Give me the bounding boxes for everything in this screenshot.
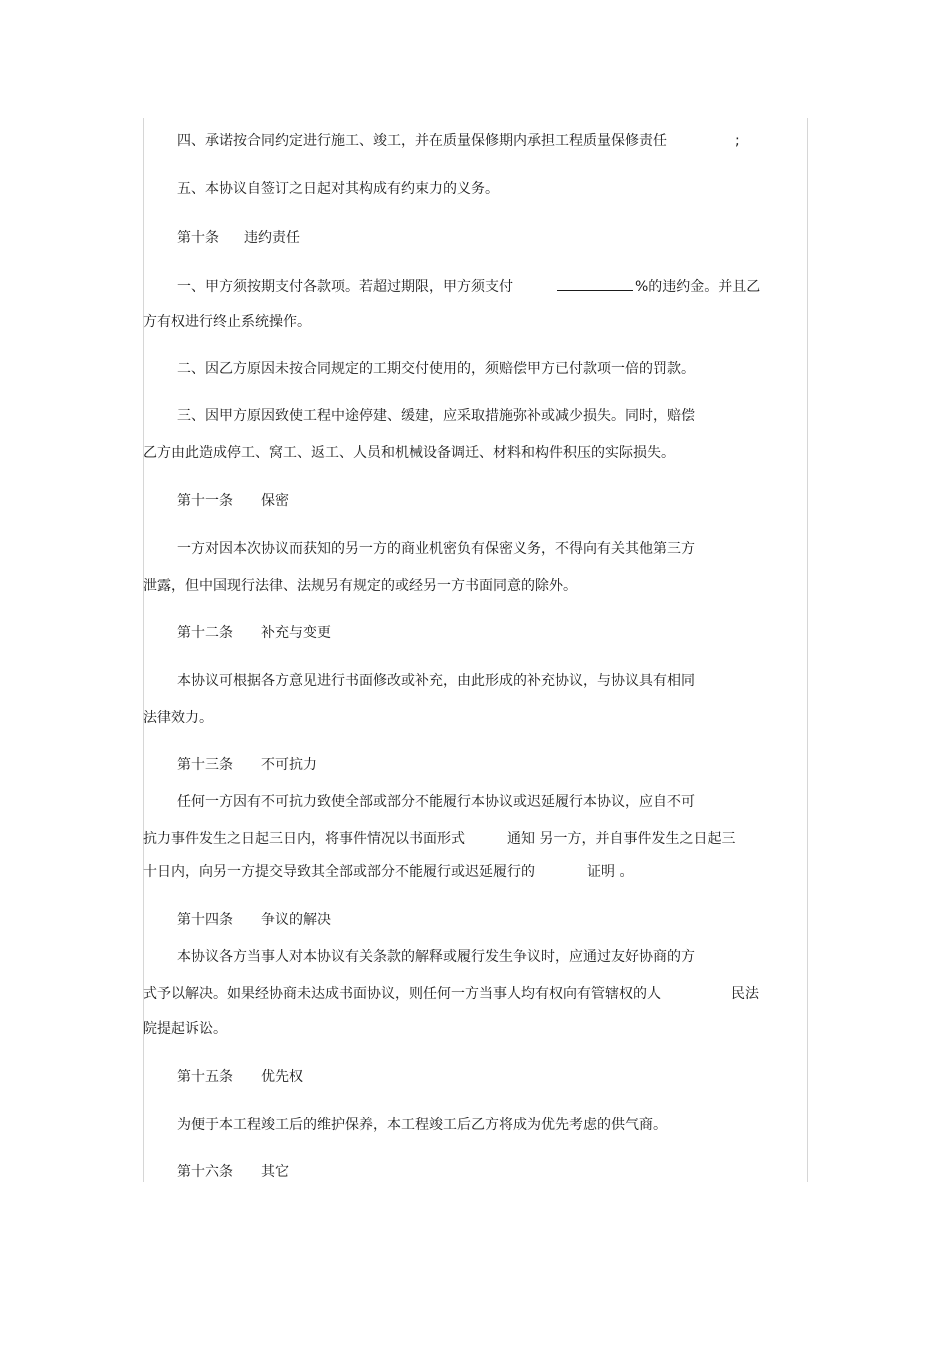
clause-16-number: 第十六条	[177, 1164, 233, 1180]
clause-11-text-line-1: 一方对因本次协议而获知的另一方的商业机密负有保密义务，不得向有关其他第三方	[177, 541, 695, 557]
clause-15-text: 为便于本工程竣工后的维护保养，本工程竣工后乙方将成为优先考虑的供气商。	[177, 1117, 667, 1133]
clause-13-text-line-1: 任何一方因有不可抗力致使全部或部分不能履行本协议或迟延履行本协议，应自不可	[177, 794, 695, 810]
clause-9-item-5: 五、本协议自签订之日起对其构成有约束力的义务。	[177, 181, 499, 197]
clause-13-number: 第十三条	[177, 757, 233, 773]
clause-10-item-3-line-2: 乙方由此造成停工、窝工、返工、人员和机械设备调迁、材料和构件积压的实际损失。	[143, 445, 675, 461]
clause-14-title: 争议的解决	[261, 912, 331, 928]
clause-14-text-line-3: 院提起诉讼。	[143, 1021, 227, 1037]
clause-11-text-line-2: 泄露，但中国现行法律、法规另有规定的或经另一方书面同意的除外。	[143, 578, 577, 594]
clause-12-heading	[177, 623, 331, 643]
clause-10-item-1-line-2: 方有权进行终止系统操作。	[143, 314, 311, 330]
clause-10-item-2: 二、因乙方原因未按合同规定的工期交付使用的，须赔偿甲方已付款项一倍的罚款。	[177, 361, 695, 377]
clause-9-item-4-end: ;	[735, 133, 740, 149]
clause-14-heading	[177, 910, 331, 930]
clause-16-heading	[177, 1162, 289, 1182]
clause-13-text-line-2	[143, 829, 735, 849]
clause-13-text-line-3-part-1: 十日内，向另一方提交导致其全部或部分不能履行或迟延履行的	[143, 864, 535, 880]
clause-11-heading	[177, 491, 289, 511]
clause-10-item-3-line-1: 三、因甲方原因致使工程中途停建、缓建，应采取措施弥补或减少损失。同时，赔偿	[177, 408, 695, 424]
clause-12-text-line-2: 法律效力。	[143, 710, 213, 726]
clause-12-title: 补充与变更	[261, 625, 331, 641]
clause-15-title: 优先权	[261, 1069, 303, 1085]
clause-14-text-line-2-part-2: 民法	[731, 986, 759, 1002]
clause-14-number: 第十四条	[177, 912, 233, 928]
clause-9-item-4	[177, 131, 740, 151]
clause-14-text-line-1: 本协议各方当事人对本协议有关条款的解释或履行发生争议时，应通过友好协商的方	[177, 949, 695, 965]
clause-13-text-line-3	[143, 862, 633, 882]
clause-9-item-4-text: 四、承诺按合同约定进行施工、竣工，并在质量保修期内承担工程质量保修责任	[177, 133, 667, 149]
clause-15-number: 第十五条	[177, 1069, 233, 1085]
clause-10-title: 违约责任	[244, 230, 300, 246]
clause-14-text-line-2	[143, 984, 759, 1004]
clause-12-text-line-1: 本协议可根据各方意见进行书面修改或补充，由此形成的补充协议，与协议具有相同	[177, 673, 695, 689]
clause-10-item-1-text: 一、甲方须按期支付各款项。若超过期限，甲方须支付	[177, 279, 513, 295]
clause-10-item-1-text-end: %的违约金。并且乙	[635, 279, 761, 295]
clause-14-text-line-2-part-1: 式予以解决。如果经协商未达成书面协议，则任何一方当事人均有权向有管辖权的人	[143, 986, 661, 1002]
penalty-rate-blank	[557, 275, 633, 291]
clause-13-text-line-3-part-2: 证明 。	[587, 864, 634, 880]
clause-10-heading	[177, 228, 300, 248]
clause-13-heading	[177, 755, 317, 775]
clause-13-title: 不可抗力	[261, 757, 317, 773]
clause-11-number: 第十一条	[177, 493, 233, 509]
clause-15-heading	[177, 1067, 303, 1087]
clause-13-text-line-2-part-1: 抗力事件发生之日起三日内，将事件情况以书面形式	[143, 831, 465, 847]
page-right-border	[807, 118, 808, 1182]
clause-12-number: 第十二条	[177, 625, 233, 641]
clause-13-text-line-2-part-2: 通知 另一方，并自事件发生之日起三	[507, 831, 736, 847]
clause-10-item-1-line-1	[177, 275, 760, 297]
clause-11-title: 保密	[261, 493, 289, 509]
clause-16-title: 其它	[261, 1164, 289, 1180]
clause-10-number: 第十条	[177, 230, 219, 246]
